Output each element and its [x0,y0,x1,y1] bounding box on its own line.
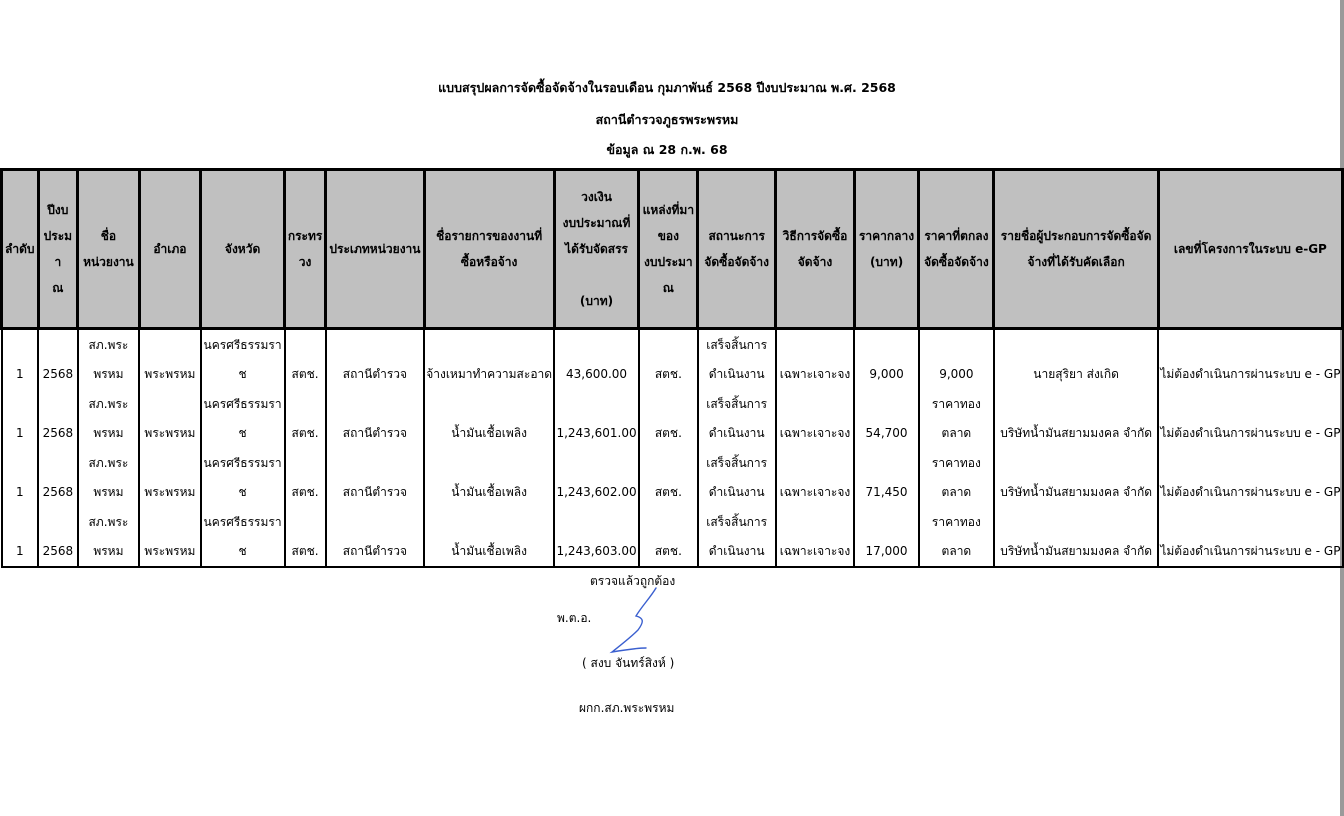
cell-egp-number [1158,389,1342,448]
cell-district: พระพรหม [139,448,200,507]
cell-agreed-price [919,507,994,567]
cell-agreed-price [919,389,994,448]
column-header-line: ประเภทหน่วยงาน [329,242,421,256]
cell-ministry: สตช. [285,389,326,448]
cell-province-line: นครศรีธรรมรา [203,397,282,411]
verified-note: ตรวจแล้วถูกต้อง [590,574,676,588]
column-header-line: ราคาที่ตกลง [924,229,989,243]
cell-agency-line: พรหม [93,485,124,499]
cell-egp-number-text: ไม่ต้องดำเนินการผ่านระบบ e - GP [1160,485,1341,499]
cell-reference-price: 9,000 [854,329,918,390]
cell-number: 1 [2,329,39,390]
column-header-line: ชื่อ [100,229,117,243]
cell-province [201,329,285,390]
column-header [994,170,1158,329]
column-header [1158,170,1342,329]
cell-agreed-price-line: ราคาทอง [931,456,981,470]
cell-province-line: นครศรีธรรมรา [203,338,282,352]
cell-year: 2568 [38,389,78,448]
cell-status [698,329,776,390]
cell-agency [78,389,140,448]
cell-agency-line: สภ.พระ [88,515,129,529]
signer-rank: พ.ต.อ. [557,611,592,625]
cell-item: น้ำมันเชื้อเพลิง [424,448,554,507]
column-header-line: วง [298,255,312,269]
cell-method: เฉพาะเจาะจง [776,448,855,507]
cell-status-line: ดำเนินงาน [708,544,765,558]
column-header-line: ณ [52,281,64,295]
cell-agency-line: สภ.พระ [88,456,129,470]
cell-agreed-price-line: 9,000 [939,367,974,381]
cell-reference-price: 71,450 [854,448,918,507]
cell-agency-type: สถานีตำรวจ [326,329,425,390]
cell-status-line: เสร็จสิ้นการ [706,515,768,529]
cell-reference-price: 17,000 [854,507,918,567]
cell-vendor: บริษัทน้ำมันสยามมงคล จำกัด [994,389,1158,448]
cell-agency [78,329,140,390]
cell-year: 2568 [38,329,78,390]
column-header [78,170,140,329]
column-header-line: ลำดับ [5,242,35,256]
column-header-line: สถานะการ [708,229,765,243]
cell-agreed-price [919,329,994,390]
cell-agency [78,507,140,567]
data-as-of: ข้อมูล ณ 28 ก.พ. 68 [606,142,728,157]
cell-reference-price: 54,700 [854,389,918,448]
cell-item: น้ำมันเชื้อเพลิง [424,507,554,567]
cell-budget: 1,243,602.00 [554,448,639,507]
column-header [776,170,855,329]
column-header-line: จังหวัด [224,242,261,256]
column-header [285,170,326,329]
table-row [2,329,1343,390]
column-header [919,170,994,329]
cell-province [201,448,285,507]
cell-method: เฉพาะเจาะจง [776,329,855,390]
column-header-line: รายชื่อผู้ประกอบการจัดซื้อจัด [1000,229,1152,243]
cell-budget: 1,243,603.00 [554,507,639,567]
column-header-line: ได้รับจัดสรร [565,242,628,256]
cell-status [698,448,776,507]
cell-agreed-price-line: ตลาด [941,485,972,499]
cell-district: พระพรหม [139,389,200,448]
signer-name: ( สงบ จันทร์สิงห์ ) [582,656,675,670]
cell-number: 1 [2,389,39,448]
cell-vendor: บริษัทน้ำมันสยามมงคล จำกัด [994,448,1158,507]
cell-status-line: เสร็จสิ้นการ [706,338,768,352]
cell-status [698,507,776,567]
cell-egp-number [1158,507,1342,567]
cell-agreed-price-line: ตลาด [941,426,972,440]
cell-ministry: สตช. [285,448,326,507]
cell-status-line: ดำเนินงาน [708,485,765,499]
cell-egp-number [1158,448,1342,507]
column-header-line: กระทร [287,229,323,243]
report-title: แบบสรุปผลการจัดซื้อจัดจ้างในรอบเดือน กุมภาพันธ์ 2568 ปีงบประมาณ พ.ศ. 2568 [438,80,896,95]
procurement-summary-table [0,168,1344,568]
cell-item: น้ำมันเชื้อเพลิง [424,389,554,448]
column-header-line: จ้างที่ได้รับคัดเลือก [1027,255,1125,269]
column-header-line: งบประมา [644,255,693,269]
cell-province-line: ช [238,544,247,558]
column-header [326,170,425,329]
cell-method: เฉพาะเจาะจง [776,507,855,567]
cell-agency-line: สภ.พระ [88,338,129,352]
cell-agency-line: พรหม [93,367,124,381]
cell-district: พระพรหม [139,329,200,390]
cell-source: สตช. [639,448,698,507]
cell-vendor: บริษัทน้ำมันสยามมงคล จำกัด [994,507,1158,567]
column-header-line: หน่วยงาน [83,255,134,269]
cell-agreed-price-line: ราคาทอง [931,397,981,411]
column-header-line: อำเภอ [153,242,187,256]
column-header [854,170,918,329]
cell-egp-number-text: ไม่ต้องดำเนินการผ่านระบบ e - GP [1160,367,1341,381]
column-header [38,170,78,329]
cell-egp-number-text: ไม่ต้องดำเนินการผ่านระบบ e - GP [1160,426,1341,440]
cell-status-line: ดำเนินงาน [708,367,765,381]
cell-year: 2568 [38,448,78,507]
cell-province-line: นครศรีธรรมรา [203,456,282,470]
cell-agency-type: สถานีตำรวจ [326,507,425,567]
cell-item: จ้างเหมาทำความสะอาด [424,329,554,390]
column-header [424,170,554,329]
table-header-row [2,170,1343,329]
cell-egp-number [1158,329,1342,390]
cell-ministry: สตช. [285,329,326,390]
cell-year: 2568 [38,507,78,567]
cell-source: สตช. [639,507,698,567]
column-header-line [557,262,637,288]
table-row [2,448,1343,507]
cell-source: สตช. [639,389,698,448]
cell-agency-line: สภ.พระ [88,397,129,411]
column-header-line: งบประมาณที่ [562,216,631,230]
cell-agency-type: สถานีตำรวจ [326,448,425,507]
cell-province-line: นครศรีธรรมรา [203,515,282,529]
cell-status-line: เสร็จสิ้นการ [706,397,768,411]
column-header-line: จัดซื้อจัดจ้าง [704,255,769,269]
table-row [2,389,1343,448]
cell-agreed-price-line: ราคาทอง [931,515,981,529]
column-header-line: เลขที่โครงการในระบบ e-GP [1173,242,1327,256]
cell-agreed-price-line: ตลาด [941,544,972,558]
column-header-line: แหล่งที่มา [642,203,695,217]
column-header-line: ประมา [43,229,73,269]
column-header-line: จัดจ้าง [797,255,833,269]
cell-province [201,507,285,567]
cell-agency [78,448,140,507]
cell-vendor: นายสุริยา ส่งเกิด [994,329,1158,390]
cell-agency-line: พรหม [93,544,124,558]
cell-agreed-price [919,448,994,507]
handwritten-signature [600,586,670,658]
column-header [139,170,200,329]
column-header-line: (บาท) [579,294,614,308]
table-body [2,329,1343,568]
column-header-line: จัดซื้อจัดจ้าง [924,255,989,269]
cell-method: เฉพาะเจาะจง [776,389,855,448]
station-name: สถานีตำรวจภูธรพระพรหม [595,112,739,127]
column-header-line: ปีงบ [47,203,69,217]
cell-province [201,389,285,448]
signer-position: ผกก.สภ.พระพรหม [579,701,675,715]
cell-province-line: ช [238,485,247,499]
column-header-line: วิธีการจัดซื้อ [782,229,848,243]
cell-source: สตช. [639,329,698,390]
column-header-line: ชื่อรายการของงานที่ [436,229,543,243]
cell-status [698,389,776,448]
cell-district: พระพรหม [139,507,200,567]
column-header-line: (บาท) [869,255,904,269]
column-header [639,170,698,329]
cell-number: 1 [2,448,39,507]
cell-agreed-price-line [921,331,992,360]
cell-budget: 1,243,601.00 [554,389,639,448]
column-header-line: ซื้อหรือจ้าง [460,255,518,269]
column-header-line: ณ [662,281,674,295]
column-header [554,170,639,329]
cell-agency-type: สถานีตำรวจ [326,389,425,448]
column-header [201,170,285,329]
cell-ministry: สตช. [285,507,326,567]
column-header-line: ของ [657,229,679,243]
cell-province-line: ช [238,426,247,440]
cell-agency-line: พรหม [93,426,124,440]
cell-number: 1 [2,507,39,567]
column-header [2,170,39,329]
table-row [2,507,1343,567]
cell-status-line: ดำเนินงาน [708,426,765,440]
cell-budget: 43,600.00 [554,329,639,390]
cell-egp-number-text: ไม่ต้องดำเนินการผ่านระบบ e - GP [1160,544,1341,558]
column-header [698,170,776,329]
column-header-line: วงเงิน [581,190,612,204]
cell-province-line: ช [238,367,247,381]
cell-status-line: เสร็จสิ้นการ [706,456,768,470]
column-header-line: ราคากลาง [858,229,915,243]
